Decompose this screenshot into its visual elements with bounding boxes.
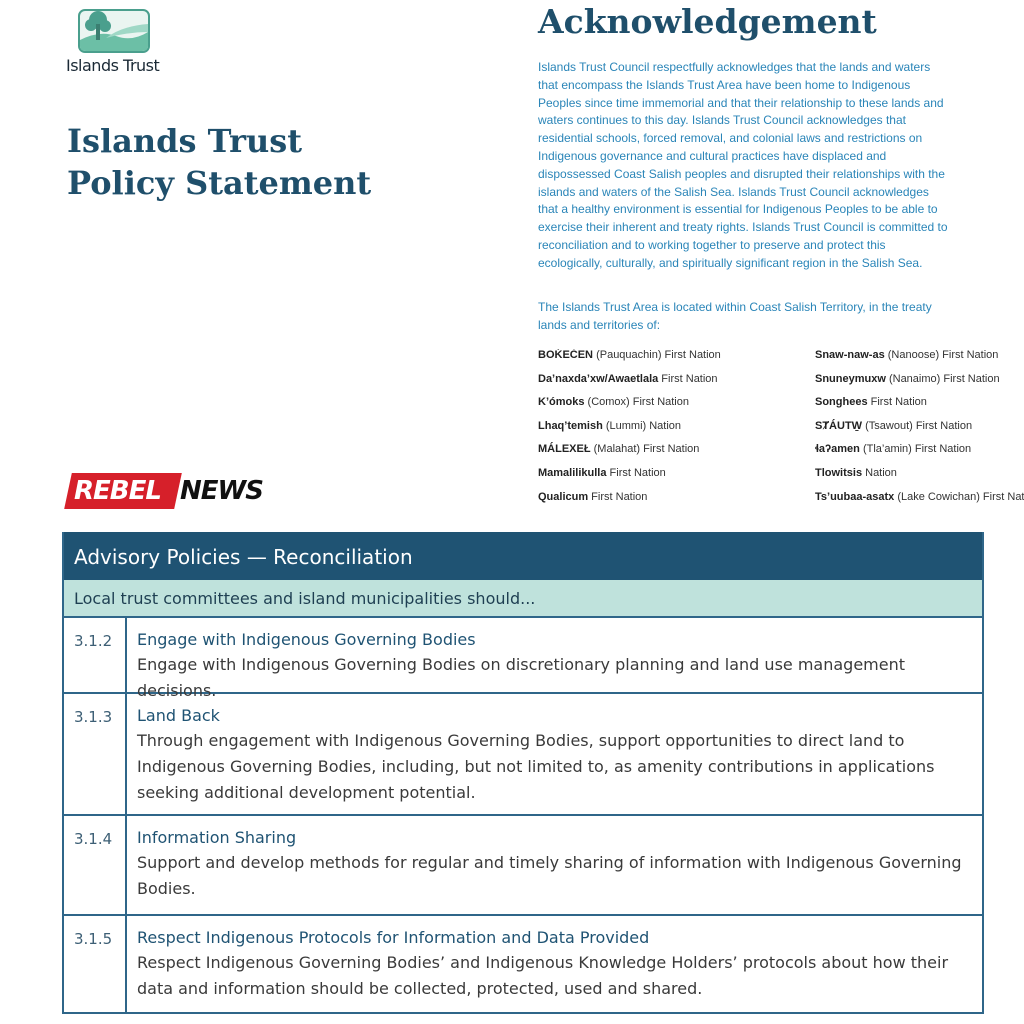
nation-name: Da’naxda’xw/Awaetlala [538, 372, 659, 385]
policy-number: 3.1.4 [64, 816, 127, 914]
policy-content [127, 618, 982, 704]
document-title-line2: Policy Statement [67, 164, 372, 202]
nation-item [815, 349, 1024, 373]
nation-item [538, 443, 814, 467]
nation-item [538, 420, 814, 444]
nation-name: Tlowitsis [815, 466, 863, 479]
policy-text: Through engagement with Indigenous Governing Bodies, support opportunities to direct land to Indigenous Governing Bodies, including, but not limited to, as amenity contributions in applications seeking additional development potential. [137, 731, 935, 802]
document-title [67, 120, 397, 204]
nation-name: Lhaq’temish [538, 419, 603, 432]
nation-item [815, 491, 1024, 515]
nation-detail: (Lake Cowichan) First Nat [894, 490, 1024, 503]
nation-detail: (Nanoose) First Nation [884, 349, 999, 361]
logo-text: Islands Trust [66, 56, 160, 75]
acknowledgement-heading: Acknowledgement [538, 2, 877, 41]
nation-detail: (Pauquachin) First Nation [593, 349, 721, 361]
policy-row [64, 916, 982, 1014]
table-subheader: Local trust committees and island municipalities should... [64, 580, 982, 618]
nation-name: Snaw-naw-as [815, 349, 885, 361]
policy-number: 3.1.5 [64, 916, 127, 1014]
policy-number: 3.1.3 [64, 694, 127, 814]
nation-name: K’ómoks [538, 396, 585, 409]
policy-number: 3.1.2 [64, 618, 127, 692]
nation-detail: First Nation [867, 396, 927, 409]
nation-detail: (Nanaimo) First Nation [885, 372, 1000, 385]
nation-detail: (Malahat) First Nation [590, 443, 700, 456]
nation-name: Mamalilikulla [538, 466, 607, 479]
nation-name: Ts’uubaa-asatx [815, 490, 895, 503]
rebel-news-logo-part1: REBEL [74, 476, 161, 506]
nation-item [815, 373, 1024, 397]
policy-title: Information Sharing [137, 828, 297, 847]
nation-name: Snuneymuxw [815, 372, 886, 385]
nation-item [815, 443, 1024, 467]
nations-list [538, 349, 1024, 515]
nation-name: BOḰEĆEN [538, 349, 594, 361]
nations-column-right [815, 349, 1024, 514]
acknowledgement-paragraph: Islands Trust Council respectfully acknowledges that the lands and waters that encompass the Islands Trust Area have been home to Indigenous Peoples since time immemorial and that their relationship to these lands and waters continues to this day. Islands Trust Council acknowledges that residential schools, forced removal, and colonial laws and restrictions on Indigenous governance and cultural practices have displaced and dispossessed Coast Salish peoples and disrupted their relationships with the islands and waters of the Salish Sea. Islands Trust Council acknowledges that a healthy environment is essential for Indigenous Peoples to be able to exercise their inherent and treaty rights. Islands Trust Council is committed to reconciliation and to working together to preserve and protect this ecologically, culturally, and spiritually significant region in the Salish Sea. [538, 60, 948, 270]
policy-row [64, 816, 982, 916]
nation-item [538, 467, 814, 491]
policy-row [64, 618, 982, 700]
policy-text: Engage with Indigenous Governing Bodies on discretionary planning and land use management decisions. [137, 655, 906, 700]
nation-name: MÁLEXEŁ [538, 443, 591, 456]
policy-content [127, 916, 982, 1002]
nation-name: ɬaʔamen [815, 443, 860, 456]
nation-detail: (Lummi) Nation [602, 419, 682, 432]
policy-row [64, 694, 982, 816]
document-title-line1: Islands Trust [67, 122, 303, 160]
nation-item [815, 396, 1024, 420]
policy-title: Engage with Indigenous Governing Bodies [137, 630, 476, 649]
policy-text: Support and develop methods for regular and timely sharing of information with Indigenous Governing Bodies. [137, 853, 962, 898]
nation-item [538, 396, 814, 420]
nation-detail: (Tsawout) First Nation [862, 419, 973, 432]
policy-content [127, 694, 982, 806]
nation-item [815, 467, 1024, 491]
islands-trust-logo [64, 6, 174, 74]
policy-title: Respect Indigenous Protocols for Information and Data Provided [137, 928, 650, 947]
nation-detail: (Comox) First Nation [584, 396, 689, 409]
nation-detail: (Tla’amin) First Nation [859, 443, 972, 456]
nations-column-left [538, 349, 814, 514]
rebel-news-logo [68, 473, 272, 509]
islands-trust-emblem-icon [76, 6, 152, 54]
rebel-news-logo-part2: NEWS [180, 476, 263, 506]
nation-detail: First Nation [658, 372, 718, 385]
nation-name: SȾÁUTW̱ [815, 419, 863, 432]
nation-item [815, 420, 1024, 444]
nation-item [538, 349, 814, 373]
nation-item [538, 491, 814, 515]
nation-detail: Nation [862, 466, 897, 479]
advisory-policies-table [62, 532, 984, 1014]
nation-name: Songhees [815, 396, 868, 409]
nation-detail: First Nation [606, 466, 666, 479]
nation-item [538, 373, 814, 397]
nation-name: Qualicum [538, 490, 589, 503]
policy-content [127, 816, 982, 902]
acknowledgement-territory-paragraph: The Islands Trust Area is located within Coast Salish Territory, in the treaty lands and territories of: [538, 300, 932, 332]
nation-detail: First Nation [588, 490, 648, 503]
table-header: Advisory Policies — Reconciliation [64, 532, 982, 580]
policy-title: Land Back [137, 706, 220, 725]
policy-text: Respect Indigenous Governing Bodies’ and Indigenous Knowledge Holders’ protocols about how their data and information should be collected, protected, used and shared. [137, 953, 949, 998]
